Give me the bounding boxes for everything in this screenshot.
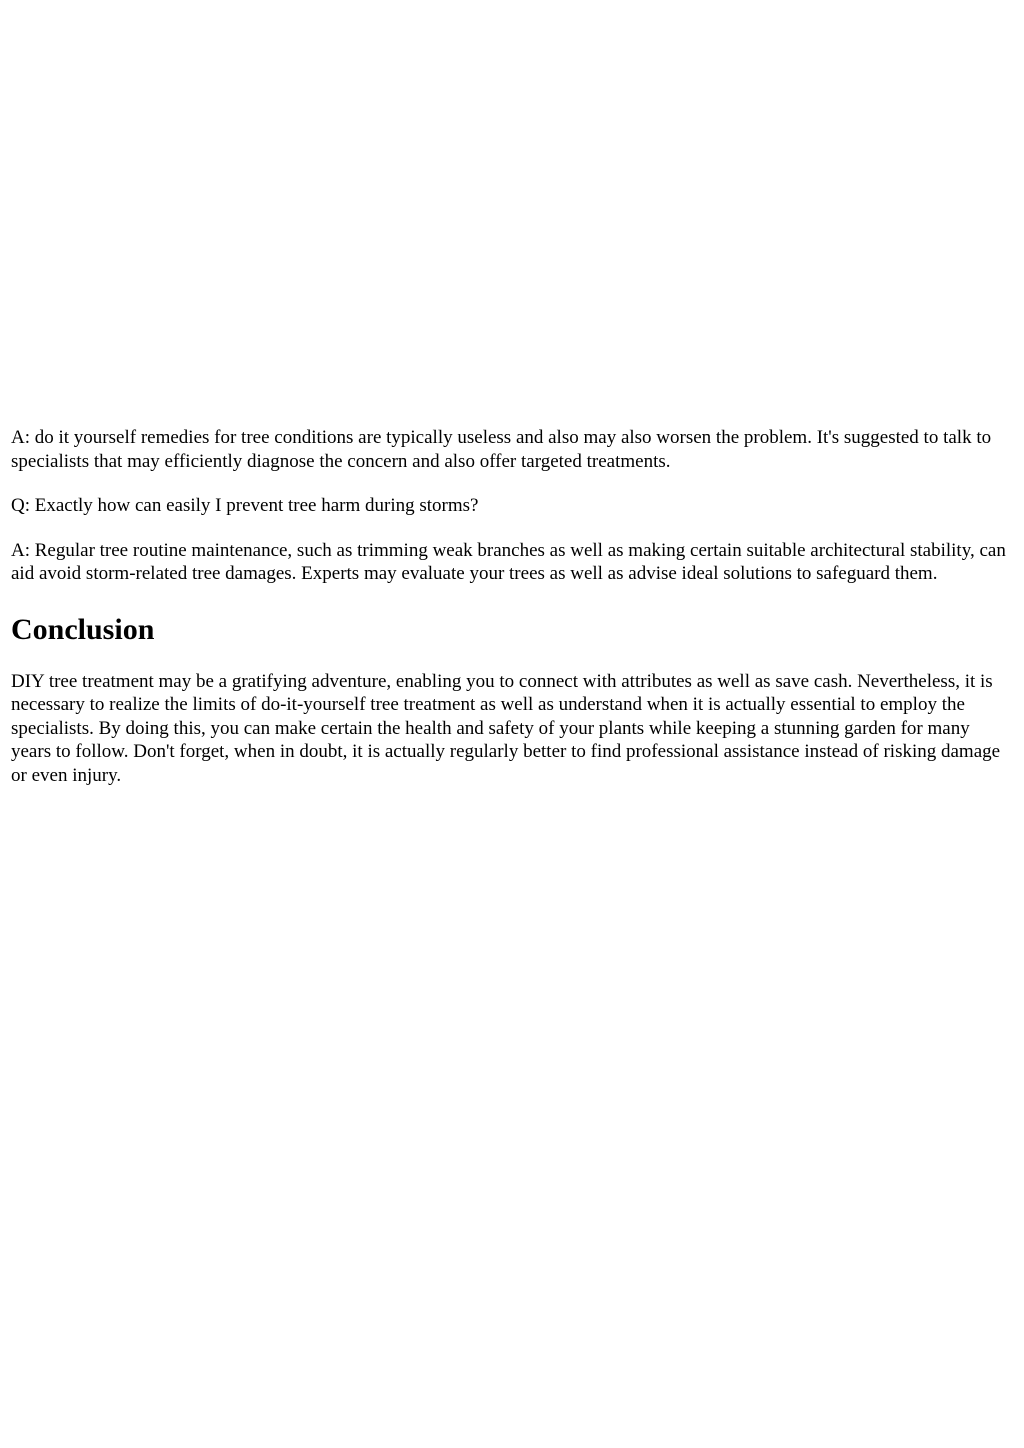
faq-answer-diy-remedies: A: do it yourself remedies for tree conditions are typically useless and also may also worsen the problem. It's suggested to talk to specialists that may efficiently diagnose the concern and also offer targeted treatments.: [11, 427, 992, 472]
faq-question-storm-damage: Q: Exactly how can easily I prevent tree harm during storms?: [11, 495, 479, 516]
conclusion-heading: Conclusion: [11, 612, 155, 646]
article-body: [11, 426, 1007, 808]
conclusion-paragraph: DIY tree treatment may be a gratifying adventure, enabling you to connect with attributes as well as save cash. Nevertheless, it is necessary to realize the limits of do-it-yourself tree treatment as well as understand when it is actually essential to employ the specialists. By doing this, you can make certain the health and safety of your plants while keeping a stunning garden for many years to follow. Don't forget, when in doubt, it is actually regularly better to find professional assistance instead of risking damage or even injury.: [11, 670, 1001, 786]
faq-answer-storm-damage: A: Regular tree routine maintenance, such as trimming weak branches as well as making certain suitable architectural stability, can aid avoid storm-related tree damages. Experts may evaluate your trees as well as advise ideal solutions to safeguard them.: [11, 539, 1006, 584]
